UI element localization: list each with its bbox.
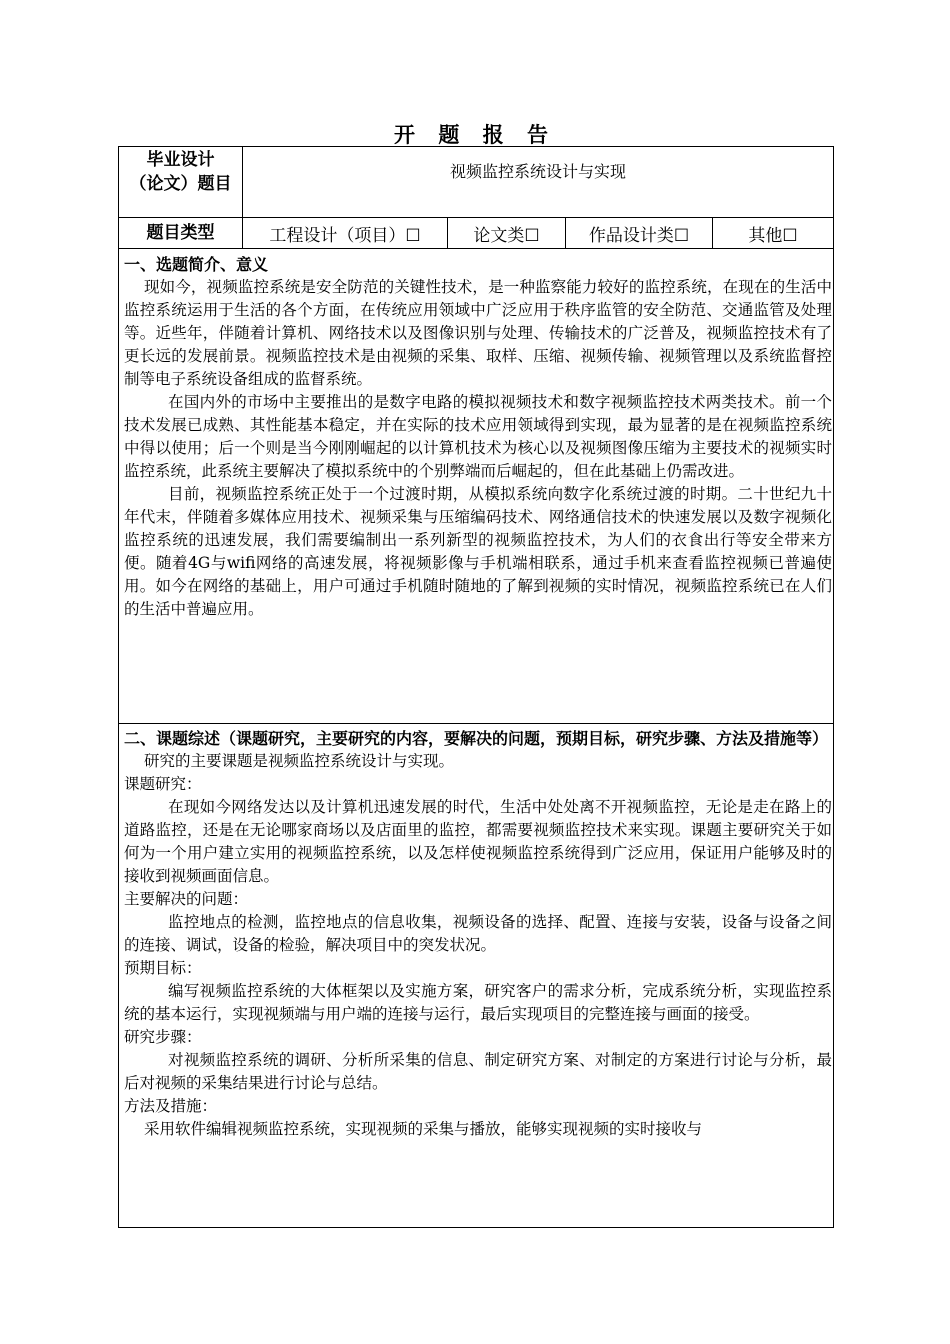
type-label: 题目类型 xyxy=(146,223,215,243)
row-divider xyxy=(118,723,834,724)
topic-label xyxy=(119,147,242,197)
type-option-engineering[interactable]: 工程设计（项目）☐ xyxy=(269,225,421,246)
topic-label-line2: （论文）题目 xyxy=(129,174,232,194)
type-option-thesis[interactable]: 论文类☐ xyxy=(473,225,540,246)
research-label: 课题研究： xyxy=(124,775,202,793)
research-text: 在现如今网络发达以及计算机迅速发展的时代，生活中处处离不开视频监控，无论是走在路上的道路监控，还是在无论哪家商场以及店面里的监控，都需要视频监控技术来实现。课题主要研究关于如何为一个用户建立实用的视频监控系统，以及怎样使视频监控系统得到广泛应用，保证用户能够及时的接收到视频画面信息。 xyxy=(124,798,832,885)
type-option-work-design[interactable]: 作品设计类☐ xyxy=(588,225,690,246)
page-title: 开 题 报 告 xyxy=(394,123,556,147)
section1-paragraph: 目前，视频监控系统正处于一个过渡时期，从模拟系统向数字化系统过渡的时期。二十世纪九十年代末，伴随着多媒体应用技术、视频采集与压缩编码技术、网络通信技术的快速发展以及数字视频化监控系统的迅速发展，我们需要编制出一系列新型的视频监控技术，为人们的衣食出行等安全带来方便。随着4G与wifi网络的高速发展，将视频影像与手机端相联系，通过手机来查看监控视频已普遍使用。如今在网络的基础上，用户可通过手机随时随地的了解到视频的实时情况，视频监控系统已在人们的生活中普遍应用。 xyxy=(124,485,832,618)
section1-heading: 一、选题简介、意义 xyxy=(124,255,269,274)
methods-label: 方法及措施： xyxy=(124,1097,218,1115)
problems-text: 监控地点的检测，监控地点的信息收集，视频设备的选择、配置、连接与安装，设备与设备之间的连接、调试，设备的检验，解决项目中的突发状况。 xyxy=(124,913,832,954)
section1-paragraph: 在国内外的市场中主要推出的是数字电路的模拟视频技术和数字视频监控技术两类技术。前一个技术发展已成熟、其性能基本稳定，并在实际的技术应用领域得到实现，最为显著的是在视频监控系统中得以使用；后一个则是当今刚刚崛起的以计算机技术为核心以及视频图像压缩为主要技术的视频实时监控系统，此系统主要解决了模拟系统中的个别弊端而后崛起的，但在此基础上仍需改进。 xyxy=(124,393,832,480)
section2-intro: 研究的主要课题是视频监控系统设计与实现。 xyxy=(144,752,455,770)
steps-label: 研究步骤： xyxy=(124,1028,202,1046)
topic-value xyxy=(243,150,833,190)
topic-value-text: 视频监控系统设计与实现 xyxy=(449,161,626,181)
methods-text: 采用软件编辑视频监控系统，实现视频的采集与播放，能够实现视频的实时接收与 xyxy=(144,1120,703,1138)
section1-paragraph: 现如今，视频监控系统是安全防范的关键性技术，是一种监察能力较好的监控系统，在现在的生活中监控系统运用于生活的各个方面，在传统应用领域中广泛应用于秩序监管的安全防范、交通监管及处理等。近些年，伴随着计算机、网络技术以及图像识别与处理、传输技术的广泛普及，视频监控技术有了更长远的发展前景。视频监控技术是由视频的采集、取样、压缩、视频传输、视频管理以及系统监督控制等电子系统设备组成的监督系统。 xyxy=(124,278,832,388)
section2-heading: 二、课题综述（课题研究，主要研究的内容，要解决的问题，预期目标，研究步骤、方法及措施等） xyxy=(124,729,829,748)
goals-text: 编写视频监控系统的大体框架以及实施方案，研究客户的需求分析，完成系统分析，实现监控系统的基本运行，实现视频端与用户端的连接与运行，最后实现项目的完整连接与画面的接受。 xyxy=(124,982,832,1023)
goals-label: 预期目标： xyxy=(124,959,202,977)
type-option-other[interactable]: 其他☐ xyxy=(748,225,798,246)
row-divider xyxy=(118,248,834,249)
section-overview xyxy=(124,727,832,1141)
section-intro xyxy=(124,253,832,621)
steps-text: 对视频监控系统的调研、分析所采集的信息、制定研究方案、对制定的方案进行讨论与分析，最后对视频的采集结果进行讨论与总结。 xyxy=(124,1051,832,1092)
topic-label-line1: 毕业设计 xyxy=(146,150,215,170)
problems-label: 主要解决的问题： xyxy=(124,890,249,908)
